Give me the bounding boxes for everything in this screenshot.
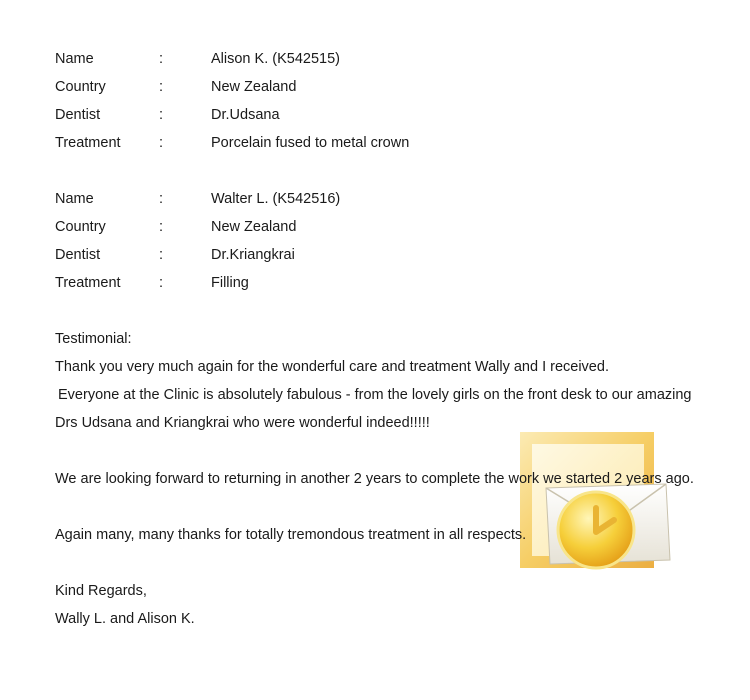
separator-colon: : [159,79,164,95]
separator-colon: : [159,135,164,151]
country-label: Country [55,79,106,95]
patient-name: Alison K. (K542515) [211,51,340,67]
name-label: Name [55,191,94,207]
separator-colon: : [159,275,164,291]
separator-colon: : [159,191,164,207]
outlook-envelope-icon [516,428,676,578]
separator-colon: : [159,247,164,263]
country-label: Country [55,219,106,235]
treatment-label: Treatment [55,275,121,291]
treatment-value: Porcelain fused to metal crown [211,135,410,151]
testimonial-line: Thank you very much again for the wonderful care and treatment Wally and I received. [55,359,609,375]
dentist-name: Dr.Kriangkrai [211,247,295,263]
patient-country: New Zealand [211,219,297,235]
dentist-name: Dr.Udsana [211,107,280,123]
testimonial-line: Drs Udsana and Kriangkrai who were wonderful indeed!!!!! [55,415,430,431]
testimonial-line: Again many, many thanks for totally tremondous treatment in all respects. [55,527,527,543]
closing-text: Kind Regards, [55,583,147,599]
testimonial-line: We are looking forward to returning in another 2 years to complete the work we started 2 years ago. [55,471,694,487]
testimonial-line: Everyone at the Clinic is absolutely fabulous - from the lovely girls on the front desk to our amazing [58,387,692,403]
name-label: Name [55,51,94,67]
separator-colon: : [159,219,164,235]
separator-colon: : [159,107,164,123]
treatment-value: Filling [211,275,249,291]
patient-country: New Zealand [211,79,297,95]
testimonial-heading: Testimonial: [55,331,132,347]
dentist-label: Dentist [55,247,101,263]
patient-name: Walter L. (K542516) [211,191,341,207]
treatment-label: Treatment [55,135,121,151]
dentist-label: Dentist [55,107,101,123]
signature: Wally L. and Alison K. [55,611,195,627]
separator-colon: : [159,51,164,67]
